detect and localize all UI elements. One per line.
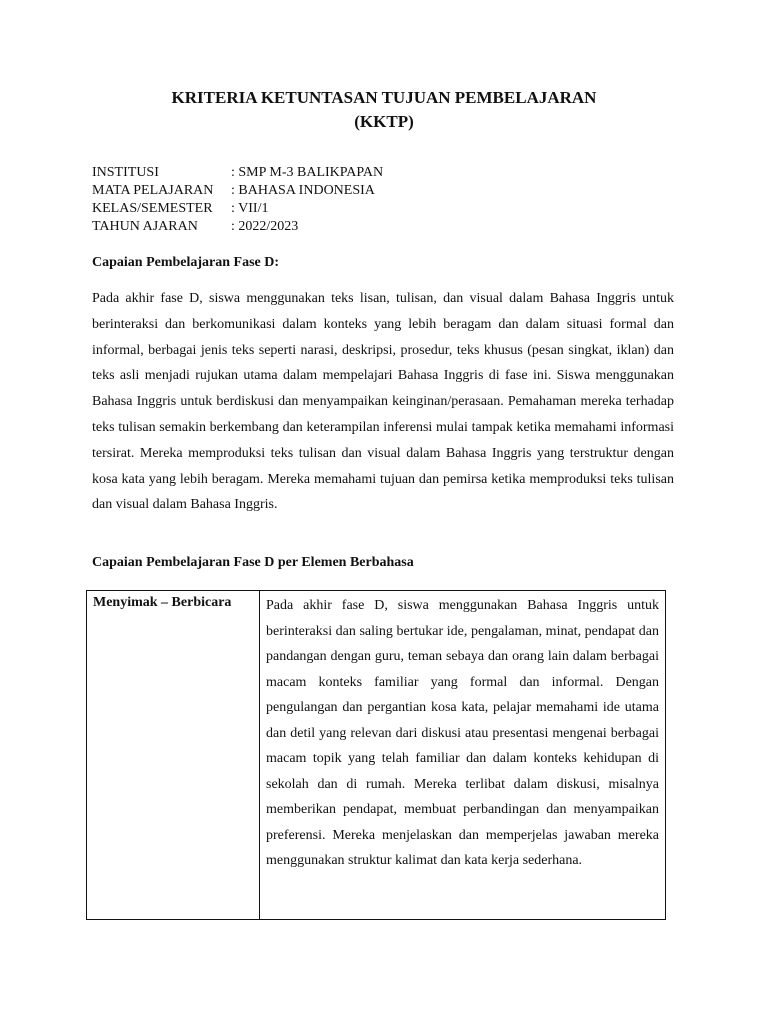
elemen-table bbox=[86, 590, 666, 920]
document-title: KRITERIA KETUNTASAN TUJUAN PEMBELAJARAN bbox=[171, 88, 597, 107]
info-row-tahun-ajaran bbox=[92, 218, 383, 236]
info-label: TAHUN AJARAN bbox=[92, 219, 198, 234]
table-cell-element: Menyimak – Berbicara bbox=[87, 591, 260, 919]
capaian-paragraph: Pada akhir fase D, siswa menggunakan teks lisan, tulisan, dan visual dalam Bahasa Inggris untuk berinteraksi dan berkomunikasi dalam konteks yang lebih beragam dan dalam situasi formal dan informal, berbagai jenis teks seperti narasi, deskripsi, prosedur, teks khusus (pesan singkat, iklan) dan teks asli menjadi rujukan utama dalam mempelajari Bahasa Inggris di fase ini. Siswa menggunakan Bahasa Inggris untuk berdiskusi dan menyampaikan keinginan/perasaan. Pemahaman mereka terhadap teks tulisan semakin berkembang dan keterampilan inferensi mulai tampak ketika memahami informasi tersirat. Mereka memproduksi teks tulisan dan visual dalam Bahasa Inggris yang terstruktur dengan kosa kata yang lebih beragam. Mereka memahami tujuan dan pemirsa ketika memproduksi teks tulisan dan visual dalam Bahasa Inggris. bbox=[92, 291, 674, 513]
info-value: : 2022/2023 bbox=[231, 219, 299, 234]
section-heading-capaian: Capaian Pembelajaran Fase D: bbox=[92, 255, 280, 270]
table-cell-description: Pada akhir fase D, siswa menggunakan Bahasa Inggris untuk berinteraksi dan saling bertukar ide, pengalaman, minat, pendapat dan pandangan dengan guru, teman sebaya dan orang lain dalam berbagai macam konteks familiar yang formal dan informal. Dengan pengulangan dan pergantian kosa kata, pelajar memahami ide utama dan detil yang relevan dari diskusi atau presentasi mengenai berbagai macam topik yang telah familiar dan dalam konteks kehidupan di sekolah dan di rumah. Mereka terlibat dalam diskusi, misalnya memberikan pendapat, membuat perbandingan dan menyampaikan preferensi. Mereka menjelaskan dan memperjelas jawaban mereka menggunakan struktur kalimat dan kata kerja sederhana. bbox=[266, 598, 659, 868]
section-heading-per-elemen: Capaian Pembelajaran Fase D per Elemen Berbahasa bbox=[92, 555, 414, 570]
info-row-institusi bbox=[92, 164, 383, 182]
info-label: INSTITUSI bbox=[92, 165, 159, 180]
document-subtitle: (KKTP) bbox=[354, 112, 414, 131]
info-label: MATA PELAJARAN bbox=[92, 183, 214, 198]
info-value: : SMP M-3 BALIKPAPAN bbox=[231, 165, 384, 180]
info-label: KELAS/SEMESTER bbox=[92, 201, 213, 216]
info-block bbox=[92, 164, 383, 236]
info-row-mata-pelajaran bbox=[92, 182, 383, 200]
info-row-kelas-semester bbox=[92, 200, 383, 218]
info-value: : BAHASA INDONESIA bbox=[231, 183, 375, 198]
info-value: : VII/1 bbox=[231, 201, 269, 216]
